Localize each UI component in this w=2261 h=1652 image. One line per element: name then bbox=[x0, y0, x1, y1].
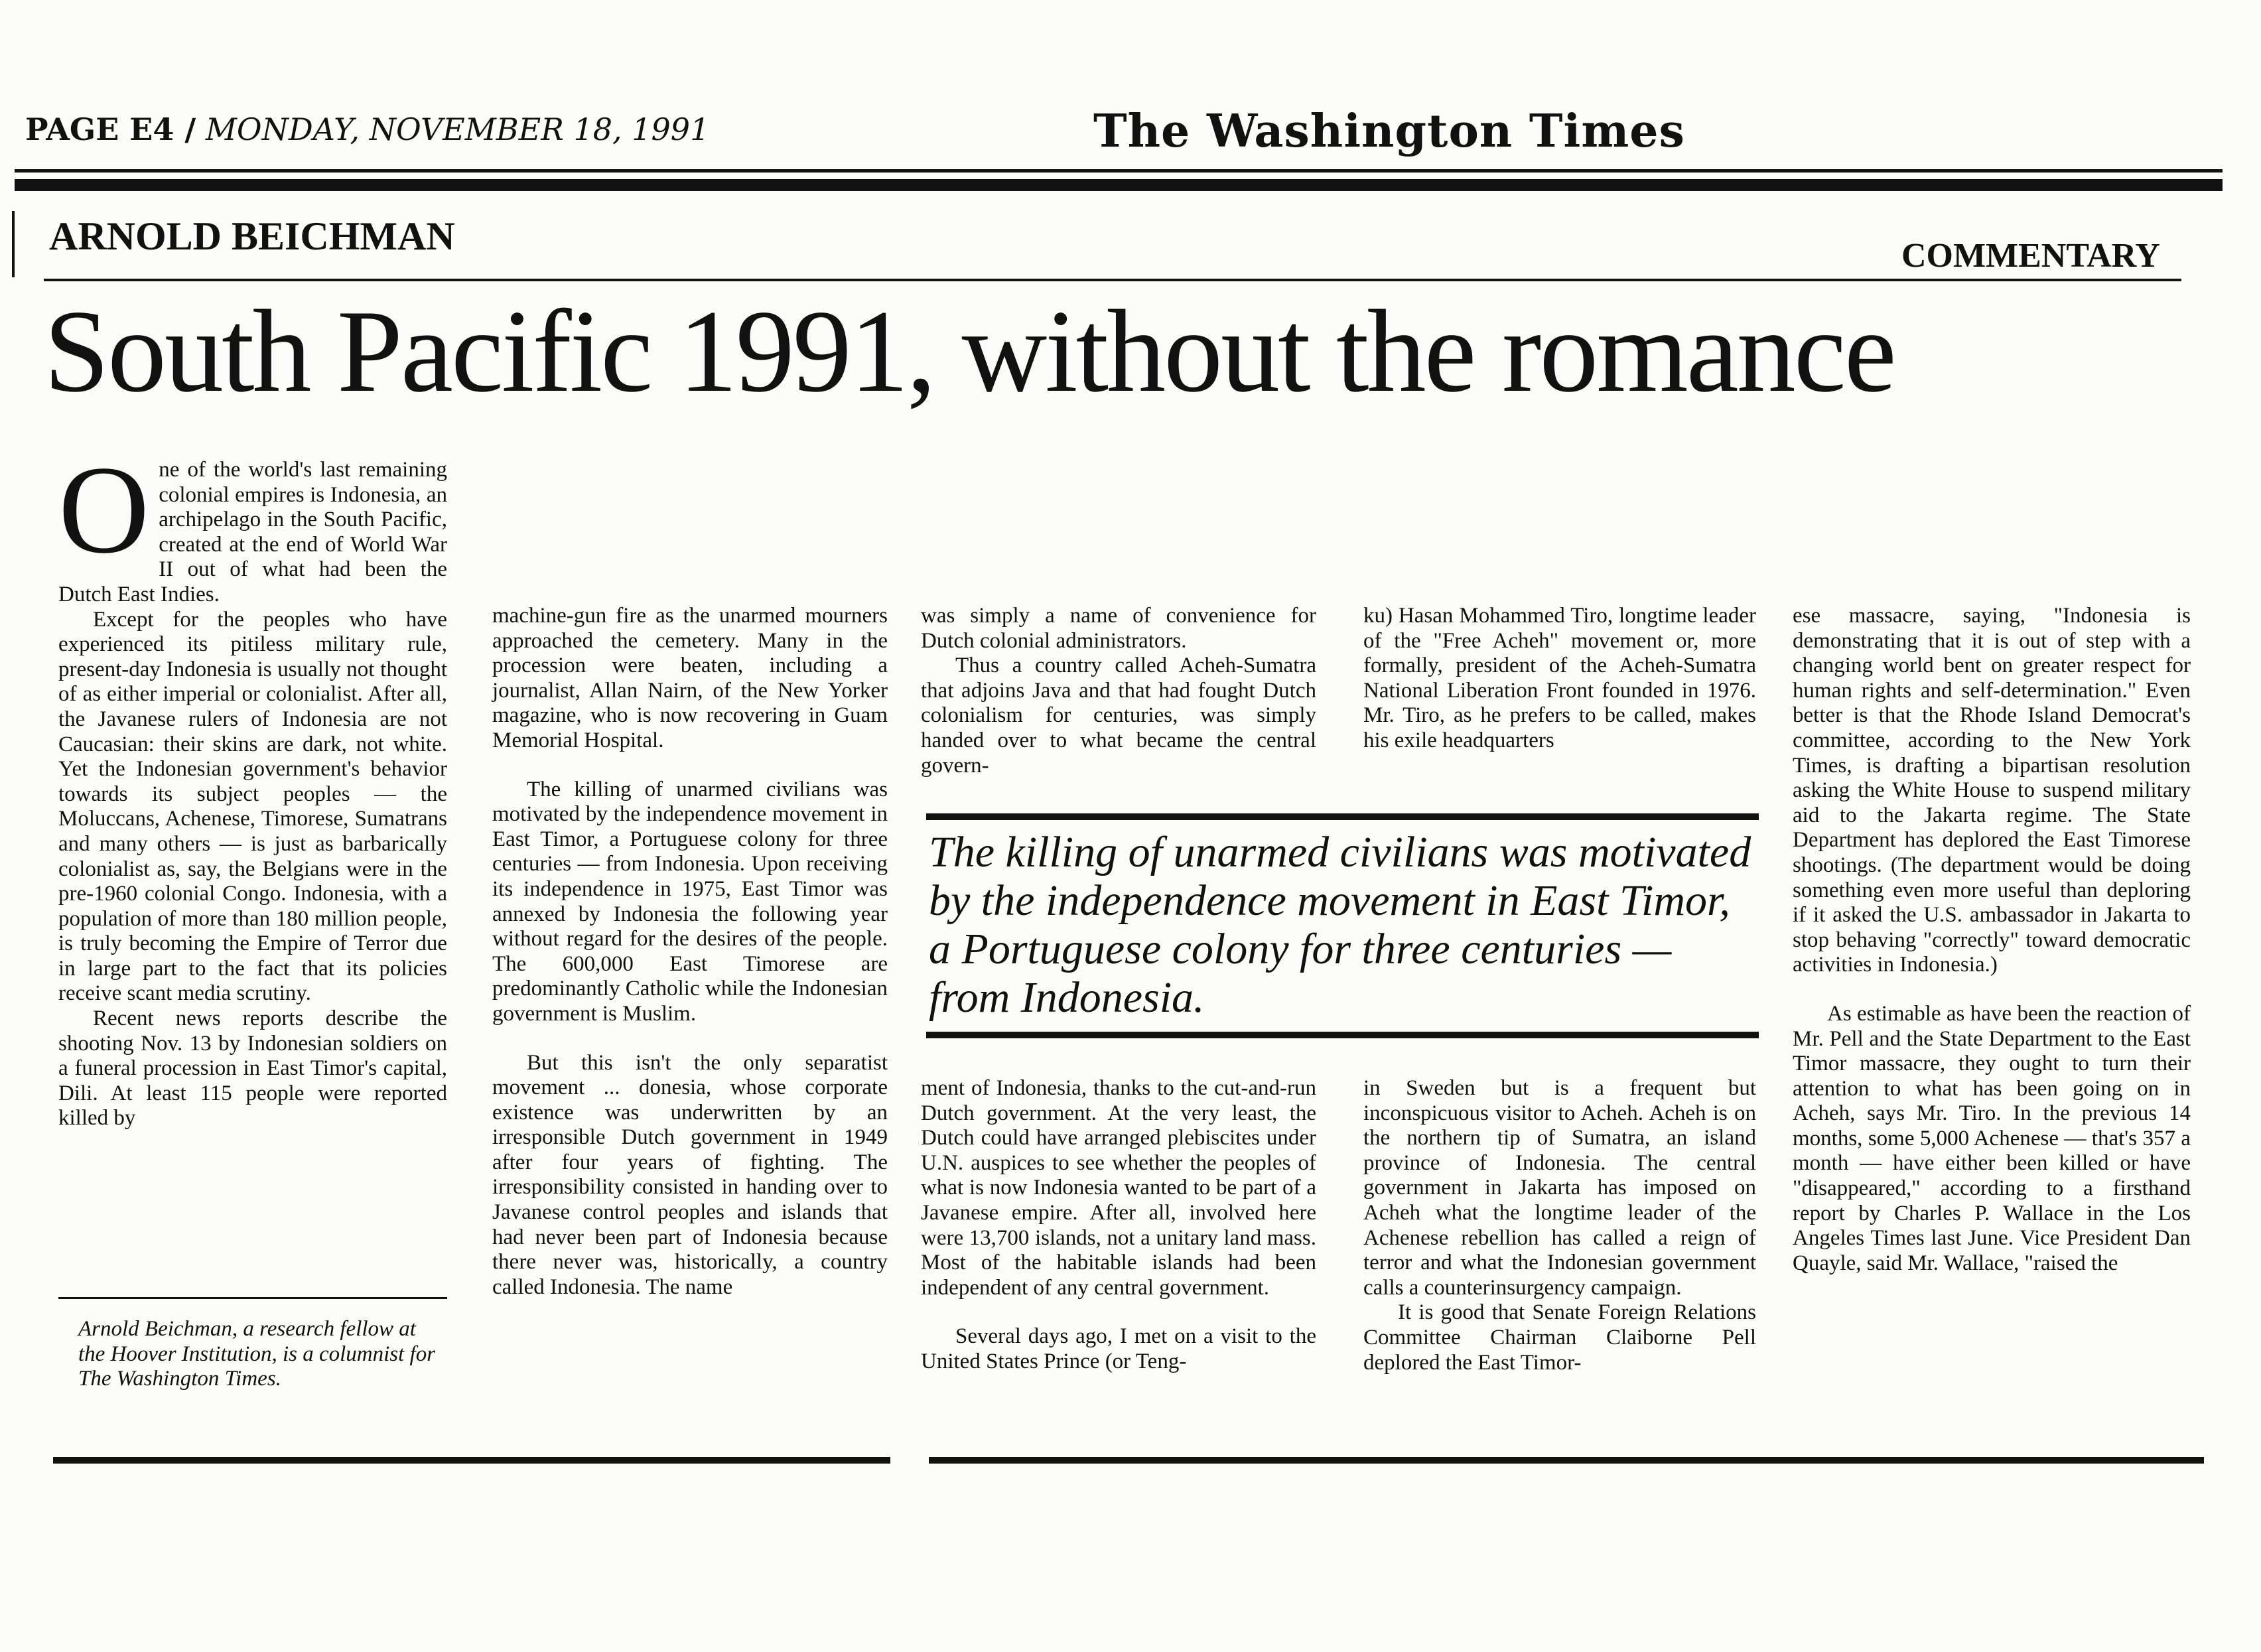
drop-cap: O bbox=[58, 441, 150, 580]
top-rule-thick bbox=[15, 179, 2223, 191]
paragraph: The killing of unarmed civilians was motivated by the independence movement in East Timor, a Portuguese colony for three centuries — from Indonesia. Upon receiving its independence in 1975, East Timor was annexed by Indonesia the following year without regard for the desires of the people. The 600,000 East Timorese are predominantly Catholic while the Indonesian government is Muslim. bbox=[492, 777, 888, 1026]
column-4-bottom bbox=[1363, 1076, 1756, 1375]
paragraph: It is good that Senate Foreign Relations Committee Chairman Claiborne Pell deplored the East Timor- bbox=[1363, 1300, 1756, 1375]
byline: ARNOLD BEICHMAN bbox=[49, 214, 455, 258]
column-3-top bbox=[921, 604, 1316, 778]
paragraph: ment of Indonesia, thanks to the cut-and-run Dutch government. At the very least, the Dutch could have arranged plebiscites under U.N. auspices to see whether the peoples of what is now Indonesia wanted to be part of a Javanese empire. After all, involved here were 13,700 islands, not a unitary land mass. Most of the habitable islands had been independent of any central government. bbox=[921, 1076, 1316, 1300]
left-margin-mark bbox=[12, 211, 15, 277]
paragraph: was simply a name of convenience for Dutch colonial administrators. bbox=[921, 604, 1316, 653]
paragraph: ese massacre, saying, "Indonesia is demonstrating that it is out of step with a changing world bent on greater respect for human rights and self-determination." Even better is that the Rhode Island Democrat's committee, according to the New York Times, is drafting a bipartisan resolution asking the White House to suspend military aid to the Jakarta regime. The State Department has deplored the East Timorese shootings. (The department would be doing something even more useful than deploring if it asked the U.S. ambassador in Jakarta to stop behaving "correctly" toward democratic activities in Indonesia.) bbox=[1793, 604, 2191, 977]
paragraph: As estimable as have been the reaction of Mr. Pell and the State Department to the East Timor massacre, they ought to turn their attention to what has been going on in Acheh, says Mr. Tiro. In the previous 14 months, some 5,000 Achenese — that's 357 a month — have either been killed or have "disappeared," according to a firsthand report by Charles P. Wallace in the Los Angeles Times last June. Vice President Dan Quayle, said Mr. Wallace, "raised the bbox=[1793, 1001, 2191, 1275]
column-1 bbox=[58, 441, 447, 1131]
pull-quote-top-rule bbox=[926, 813, 1759, 820]
section-label: COMMENTARY bbox=[1901, 237, 2160, 275]
paragraph: ku) Hasan Mohammed Tiro, longtime leader of the "Free Acheh" movement or, more formally, president of the Acheh-Sumatra National Liberation Front founded in 1976. Mr. Tiro, as he prefers to be called, makes his exile headquarters bbox=[1363, 604, 1756, 752]
bio-text: Arnold Beichman, a research fellow at the Hoover Institution, is a columnist for The Washington Times. bbox=[78, 1317, 436, 1391]
author-bio bbox=[78, 1317, 447, 1392]
byline-rule bbox=[44, 279, 2181, 281]
page-date-line bbox=[25, 111, 709, 147]
paragraph: Thus a country called Acheh-Sumatra that adjoins Java and that had fought Dutch colonialism for centuries, was simply handed over to what became the central govern- bbox=[921, 654, 1316, 778]
column-5 bbox=[1793, 604, 2191, 1276]
paragraph: ne of the world's last remaining colonial empires is Indonesia, an archipelago in the South Pacific, created at the end of World War II out of what had been the Dutch East Indies. bbox=[58, 458, 447, 606]
page-label: PAGE E4 / bbox=[25, 111, 196, 147]
column-3-bottom bbox=[921, 1076, 1316, 1375]
issue-date: MONDAY, NOVEMBER 18, 1991 bbox=[205, 111, 710, 147]
bio-rule bbox=[58, 1297, 447, 1299]
paragraph: Several days ago, I met on a visit to the United States Prince (or Teng- bbox=[921, 1324, 1316, 1373]
masthead: The Washington Times bbox=[1093, 105, 1685, 158]
paragraph: But this isn't the only separatist movement ... donesia, whose corporate existence was underwritten by an irresponsible Dutch government in 1949 after four years of fighting. The irresponsibility consisted in handing over to Javanese control peoples and islands that had never been part of Indonesia because there never was, historically, a country called Indonesia. The name bbox=[492, 1050, 888, 1299]
paragraph: Recent news reports describe the shooting Nov. 13 by Indonesian soldiers on a funeral procession in East Timor's capital, Dili. At least 115 people were reported killed by bbox=[58, 1006, 447, 1131]
paragraph: Except for the peoples who have experienced its pitiless military rule, present-day Indonesia is usually not thought of as either imperial or colonialist. After all, the Javanese rulers of Indonesia are not Caucasian: their skins are dark, not white. Yet the Indonesian government's behavior towards its subject peoples — the Moluccans, Achenese, Timorese, Sumatrans and many others — is just as barbarically colonialist as, say, the Belgians were in the pre-1960 colonial Congo. Indonesia, with a population of more than 180 million people, is truly becoming the Empire of Terror due in large part to the fact that its policies receive scant media scrutiny. bbox=[58, 607, 447, 1006]
top-rule-thin bbox=[15, 169, 2223, 172]
bottom-rule-right bbox=[929, 1457, 2204, 1464]
bottom-rule-left bbox=[53, 1457, 890, 1464]
paragraph: in Sweden but is a frequent but inconspicuous visitor to Acheh. Acheh is on the northern tip of Sumatra, an island province of Indonesia. The central government in Jakarta has imposed on Acheh what the longtime leader of the Achenese rebellion has called a reign of terror and what the Indonesian government calls a counterinsurgency campaign. bbox=[1363, 1076, 1756, 1300]
headline: South Pacific 1991, without the romance bbox=[44, 285, 1895, 417]
column-2 bbox=[492, 604, 888, 1300]
paragraph: machine-gun fire as the unarmed mourners approached the cemetery. Many in the procession were beaten, including a journalist, Allan Nairn, of the New Yorker magazine, who is now recovering in Guam Memorial Hospital. bbox=[492, 604, 888, 752]
pull-quote: The killing of unarmed civilians was motivated by the independence movement in East Timor, a Portuguese colony for three centuries — from Indonesia. bbox=[929, 828, 1751, 1022]
pull-quote-bottom-rule bbox=[926, 1032, 1759, 1038]
column-4-top bbox=[1363, 604, 1756, 754]
